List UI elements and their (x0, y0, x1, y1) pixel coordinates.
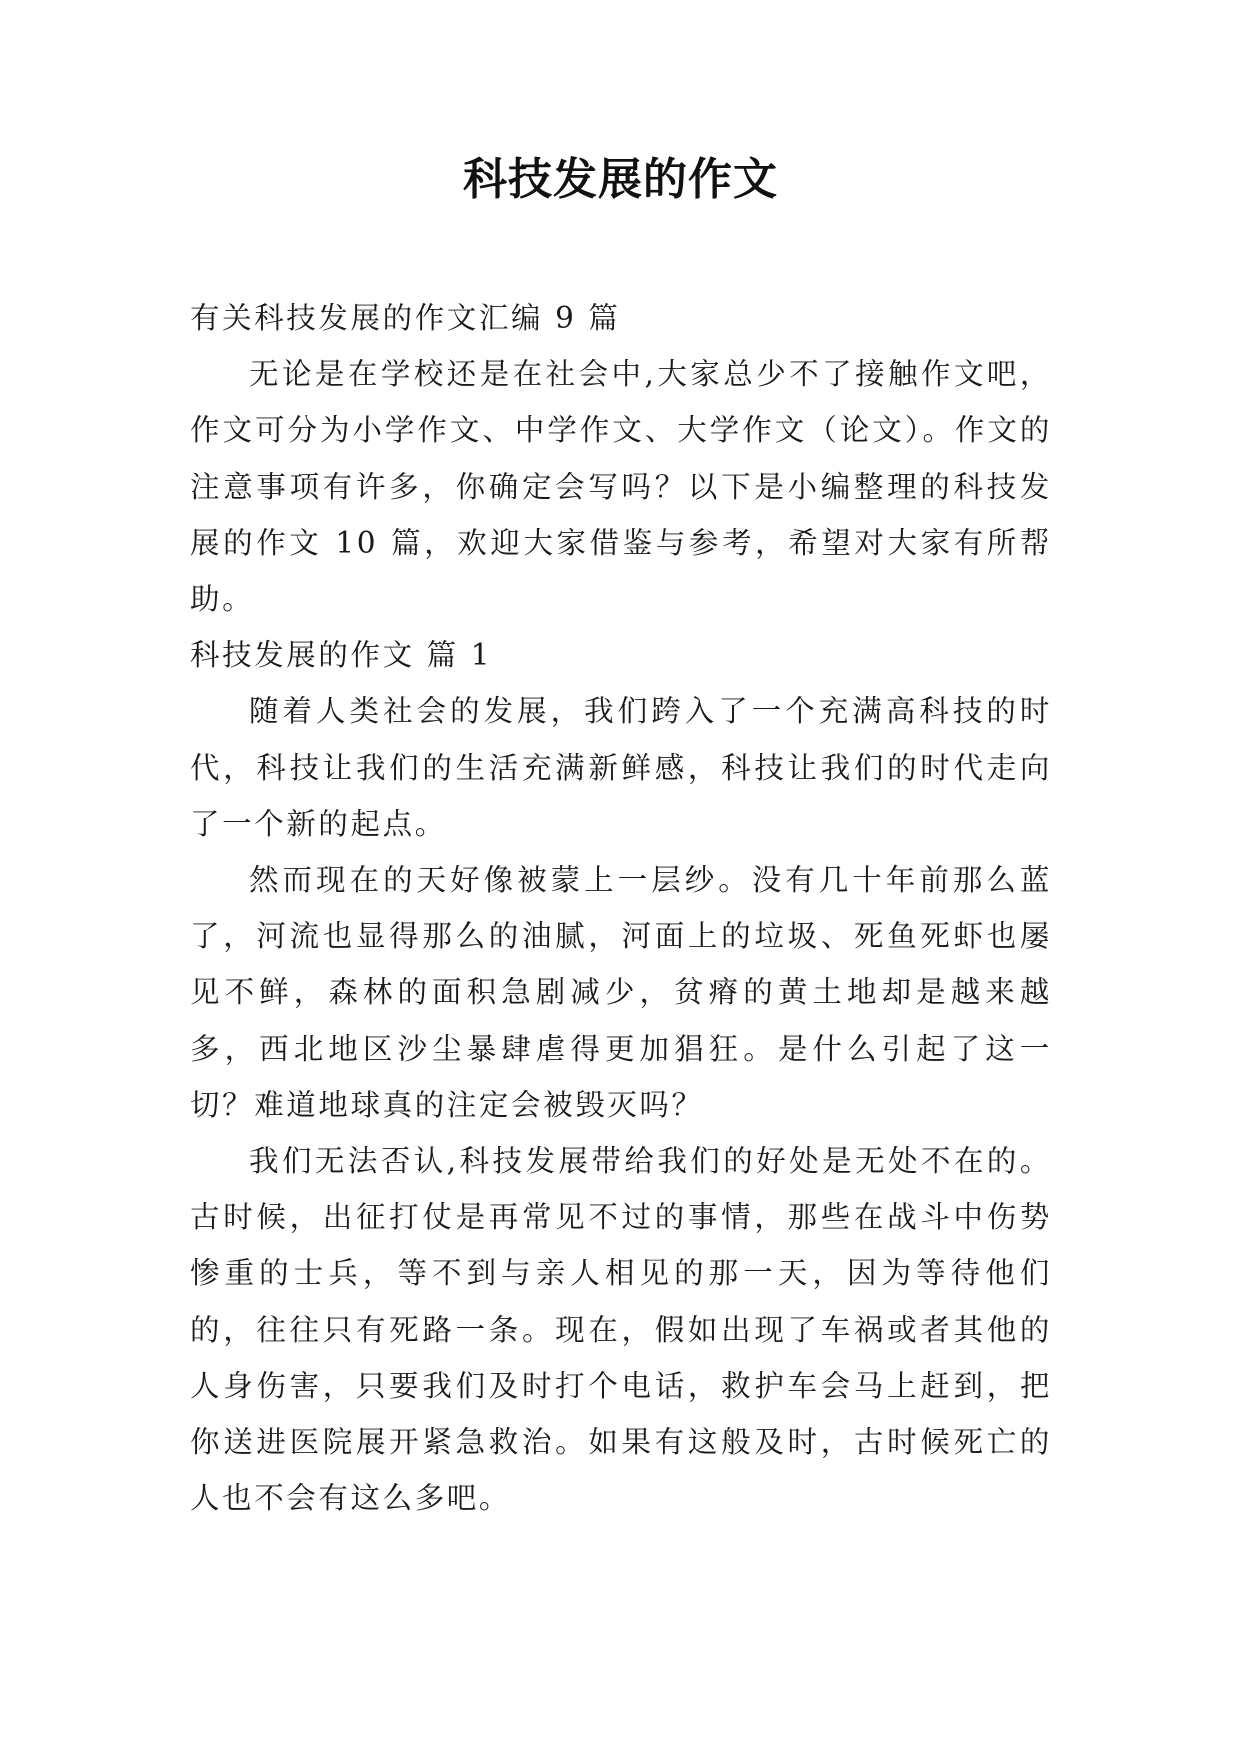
body-paragraph: 然而现在的天好像被蒙上一层纱。没有几十年前那么蓝了，河流也显得那么的油腻，河面上的垃圾、死鱼死虾也屡见不鲜，森林的面积急剧减少，贫瘠的黄土地却是越来越多，西北地区沙尘暴肆虐得更加猖狂。是什么引起了这一切？难道地球真的注定会被毁灭吗？ (190, 863, 1052, 1122)
body-paragraph: 随着人类社会的发展，我们跨入了一个充满高科技的时代，科技让我们的生活充满新鲜感，科技让我们的时代走向了一个新的起点。 (190, 694, 1052, 841)
intro-paragraph: 无论是在学校还是在社会中,大家总少不了接触作文吧，作文可分为小学作文、中学作文、大学作文（论文）。作文的注意事项有许多，你确定会写吗？以下是小编整理的科技发展的作文 10 篇，欢迎大家借鉴与参考，希望对大家有所帮助。 (190, 357, 1052, 617)
document-subtitle: 有关科技发展的作文汇编 9 篇 (190, 301, 621, 335)
document-body (190, 290, 1052, 1526)
document-title: 科技发展的作文 (463, 154, 778, 205)
body-paragraph: 我们无法否认,科技发展带给我们的好处是无处不在的。古时候，出征打仗是再常见不过的事情，那些在战斗中伤势惨重的士兵，等不到与亲人相见的那一天，因为等待他们的，往往只有死路一条。现在，假如出现了车祸或者其他的人身伤害，只要我们及时打个电话，救护车会马上赶到，把你送进医院展开紧急救治。如果有这般及时，古时候死亡的人也不会有这么多吧。 (190, 1144, 1052, 1516)
section-heading: 科技发展的作文 篇 1 (190, 638, 493, 673)
